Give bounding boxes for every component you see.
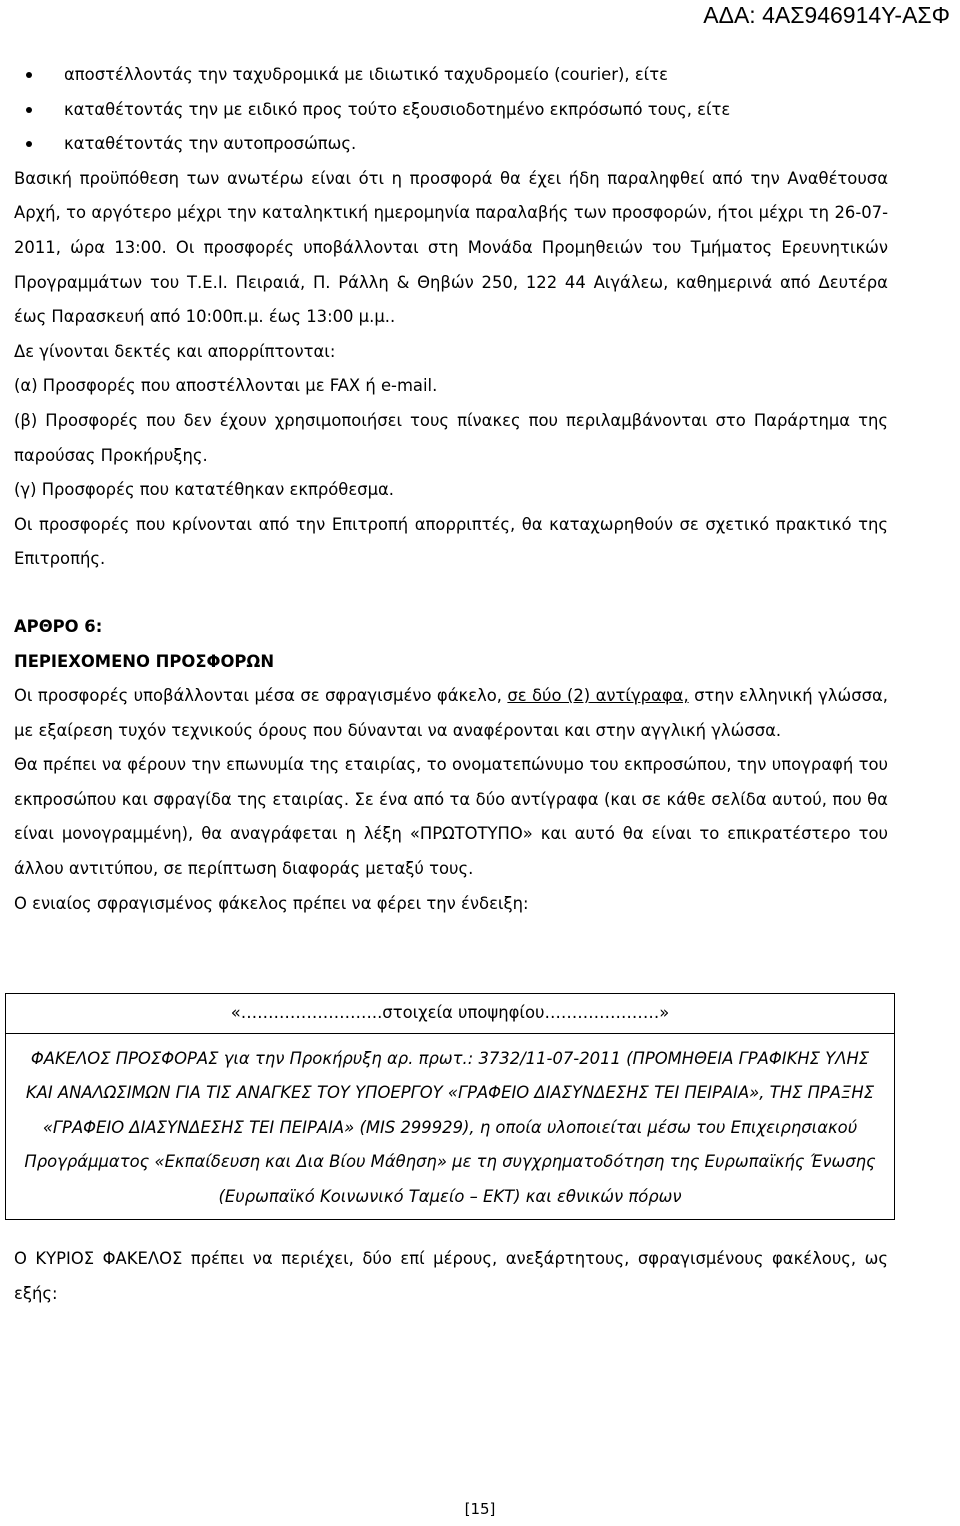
envelope-text-1: Οι προσφορές υποβάλλονται μέσα σε σφραγισμένο φάκελο, (14, 686, 508, 706)
document-body (14, 58, 888, 1311)
ada-code: ΑΔΑ: 4ΑΣ946914Υ-ΑΣΦ (703, 2, 950, 28)
signature-paragraph: Θα πρέπει να φέρουν την επωνυμία της εταιρίας, το ονοματεπώνυμο του εκπροσώπου, την υπογραφή του εκπροσώπου και σφραγίδα της εταιρίας. Σε ένα από τα δύο αντίγραφα (και σε κάθε σελίδα αυτού, που θα είναι μονογραμμένη), θα αναγράφεται η λέξη «ΠΡΩΤΟΤΥΠΟ» και αυτό θα είναι το επικρατέστερο του άλλου αντιτύπου, σε περίπτωση διαφοράς μεταξύ τους. (14, 755, 888, 879)
list-item: αποστέλλοντάς την ταχυδρομικά με ιδιωτικό ταχυδρομείο (courier), είτε (14, 58, 888, 93)
main-envelope-paragraph: Ο ΚΥΡΙΟΣ ΦΑΚΕΛΟΣ πρέπει να περιέχει, δύο επί μέρους, ανεξάρτητους, σφραγισμένους φακέλους, ως εξής: (14, 1249, 888, 1303)
envelope-paragraph (14, 679, 888, 748)
envelope-label-text: ΦΑΚΕΛΟΣ ΠΡΟΣΦΟΡΑΣ για την Προκήρυξη αρ. πρωτ.: 3732/11-07-2011 (ΠΡΟΜΗΘΕΙΑ ΓΡΑΦΙΚΗΣ ΥΛΗΣ ΚΑΙ ΑΝΑΛΩΣΙΜΩΝ ΓΙΑ ΤΙΣ ΑΝΑΓΚΕΣ ΤΟΥ ΥΠΟΕΡΓΟΥ «ΓΡΑΦΕΙΟ ΔΙΑΣΥΝΔΕΣΗΣ ΤΕΙ ΠΕΙΡΑΙΑ», ΤΗΣ ΠΡΑΞΗΣ «ΓΡΑΦΕΙΟ ΔΙΑΣΥΝΔΕΣΗΣ ΤΕΙ ΠΕΙΡΑΙΑ» (MIS 299929), η οποία υλοποιείται μέσω του Επιχειρησιακού Προγράμματος «Εκπαίδευση και Δια Βίου Μάθηση» με τη συγχρηματοδότηση της Ευρωπαϊκής Ένωσης (Ευρωπαϊκό Κοινωνικό Ταμείο – ΕΚΤ) και εθνικών πόρων (24, 1048, 876, 1206)
rejected-item-b: (β) Προσφορές που δεν έχουν χρησιμοποιήσει τους πίνακες που περιλαμβάνονται στο Παράρτημα της παρούσας Προκήρυξης. (14, 410, 888, 465)
envelope-text-2: στην ελληνική γλώσσα, με εξαίρεση τυχόν τεχνικούς όρους που δύνανται να αναφέρονται και στην αγγλική γλώσσα. (14, 686, 888, 740)
single-envelope-paragraph: Ο ενιαίος σφραγισμένος φάκελος πρέπει να φέρει την ένδειξη: (14, 893, 529, 913)
candidate-details-line: «……………………..στοιχεία υποψηφίου…………………» (6, 996, 894, 1034)
committee-paragraph: Οι προσφορές που κρίνονται από την Επιτροπή απορριπτές, θα καταχωρηθούν σε σχετικό πρακτικό της Επιτροπής. (14, 514, 888, 569)
rejected-item-a: (α) Προσφορές που αποστέλλονται με FAX ή e-mail. (14, 376, 438, 396)
article-title: ΑΡΘΡΟ 6: (14, 616, 103, 636)
rejected-intro: Δε γίνονται δεκτές και απορρίπτονται: (14, 341, 336, 361)
list-item: καταθέτοντάς την με ειδικό προς τούτο εξουσιοδοτημένο εκπρόσωπό τους, είτε (14, 93, 888, 128)
page-number: [15] (464, 1500, 496, 1518)
envelope-label-box (5, 993, 895, 1220)
submission-methods-list (14, 58, 888, 162)
rejected-item-c: (γ) Προσφορές που κατατέθηκαν εκπρόθεσμα. (14, 480, 395, 500)
list-item: καταθέτοντάς την αυτοπροσώπως. (14, 127, 888, 162)
copies-underlined: σε δύο (2) αντίγραφα, (507, 686, 689, 706)
deadline-paragraph: Βασική προϋπόθεση των ανωτέρω είναι ότι η προσφορά θα έχει ήδη παραληφθεί από την Αναθέτουσα Αρχή, το αργότερο μέχρι την καταληκτική ημερομηνία παραλαβής των προσφορών, ήτοι μέχρι τη 26-07-2011, ώρα 13:00. Οι προσφορές υποβάλλονται στη Μονάδα Προμηθειών του Τμήματος Ερευνητικών Προγραμμάτων του Τ.Ε.Ι. Πειραιά, Π. Ράλλη & Θηβών 250, 122 44 Αιγάλεω, καθημερινά από Δευτέρα έως Παρασκευή από 10:00π.μ. έως 13:00 μ.μ.. (14, 168, 888, 327)
article-subtitle: ΠΕΡΙΕΧΟΜΕΝΟ ΠΡΟΣΦΟΡΩΝ (14, 651, 275, 671)
